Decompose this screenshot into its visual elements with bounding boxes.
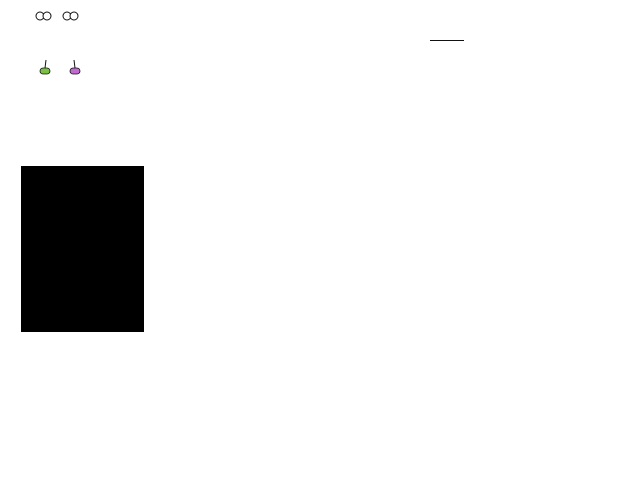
redacted-student-names <box>21 166 144 332</box>
